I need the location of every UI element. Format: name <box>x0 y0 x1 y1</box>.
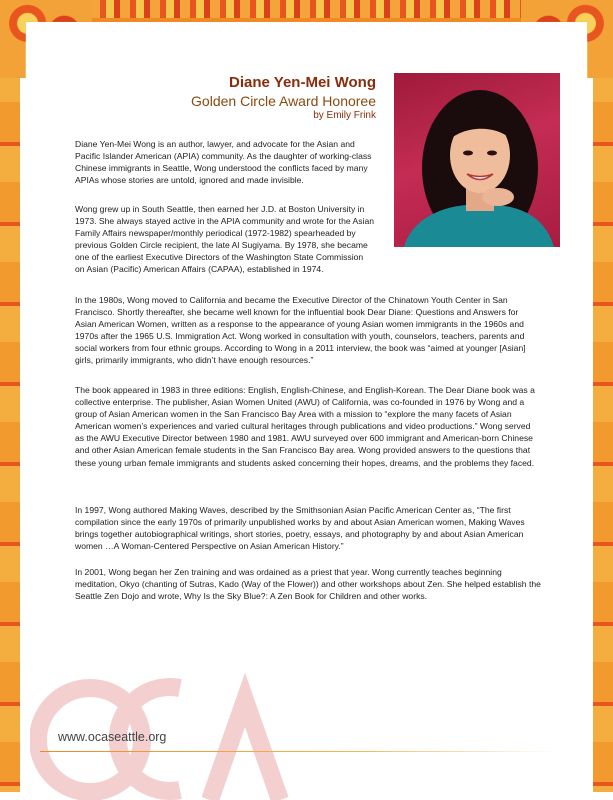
author-byline: by Emily Frink <box>313 110 376 121</box>
paragraph-1-text: Diane Yen-Mei Wong is an author, lawyer, and advocate for the Asian and Pacific Islander American (APIA) community. As the daughter of working-class Chinese immigrants in Seattle, Wong understood the conflicts faced by many APIAs whose stories are untold, ignored and made invisible. <box>75 139 372 186</box>
paragraph-6 <box>75 566 541 602</box>
paragraph-2 <box>75 203 375 276</box>
paragraph-6-text: In 2001, Wong began her Zen training and was ordained as a priest that year. Wong currently teaches beginning meditation, Okyo (chanting of Sutras, Kado (Way of the Flower)) and other workshops about Zen. She helped establish the Seattle Zen Dojo and wrote, Why Is the Sky Blue?: A Zen Book for Children and other works. <box>75 567 541 602</box>
right-decorative-border <box>593 22 613 792</box>
paragraph-1 <box>75 138 375 186</box>
left-decorative-border <box>0 22 20 792</box>
website-link[interactable]: www.ocaseattle.org <box>58 730 167 744</box>
oca-logo-watermark-icon <box>30 640 290 800</box>
paragraph-3 <box>75 294 541 367</box>
paragraph-5 <box>75 504 541 552</box>
paragraph-4 <box>75 384 541 469</box>
portrait-photo <box>394 73 560 247</box>
paragraph-3-text: In the 1980s, Wong moved to California and became the Executive Director of the Chinatown Youth Center in San Francisco. Shortly thereafter, she became well known for the influential book Dear Diane: Questions and Answers for Asian American Women, written as a response to the appearance of young Asian women immigrants in the 1960s and 1970s after the 1965 U.S. Immigration Act. Wong worked in consultation with youth, counselors, teachers, parents and social workers from four ethnic groups. According to Wong in a 2011 interview, the book was “aimed at younger [Asian] girls, primarily immigrants, who didn’t have enough resources.” <box>75 295 526 366</box>
honoree-name: Diane Yen-Mei Wong <box>229 74 376 91</box>
paragraph-5-text: In 1997, Wong authored Making Waves, described by the Smithsonian Asian Pacific American Center as, “The first compilation since the early 1970s of primarily unpublished works by and about Asian American women, Making Waves brings together autobiographical writings, short stories, poetry, essays, and photography by and about Asian American women …A Woman-Centered Perspective on Asian American History.” <box>75 505 525 552</box>
award-title: Golden Circle Award Honoree <box>191 93 376 109</box>
top-right-ornament-icon <box>521 0 613 78</box>
footer-divider <box>40 751 560 752</box>
portrait-illustration <box>394 73 560 247</box>
top-left-ornament-icon <box>0 0 92 78</box>
paragraph-4-text: The book appeared in 1983 in three editions: English, English-Chinese, and English-Korean. The Dear Diane book was a collective enterprise. The publisher, Asian Women United (AWU) of California, was co-founded in 1976 by Wong and a group of Asian American women in the San Francisco Bay Area with a mission to “explore the many facets of Asian American women’s experiences and varied cultural heritages through publications and video productions.” Wong served as the AWU Executive Director between 1980 and 1981. AWU surveyed over 600 immigrant and American-born Chinese and other Asian American female students in the San Francisco Bay area. Wong provided answers to the questions that these young urban female immigrants and students asked concerning their hopes, dreams, and the problems they faced. <box>75 385 535 468</box>
paragraph-2-text: Wong grew up in South Seattle, then earned her J.D. at Boston University in 1973. She always stayed active in the APIA community and wrote for the Asian Family Affairs newspaper/monthly periodical (1972-1982) spearheaded by previous Golden Circle recipient, the late Al Sugiyama. By 1978, she became one of the earliest Executive Directors of the Washington State Commission on Asian (Pacific) American Affairs (CAPAA), established in 1974. <box>75 204 375 275</box>
